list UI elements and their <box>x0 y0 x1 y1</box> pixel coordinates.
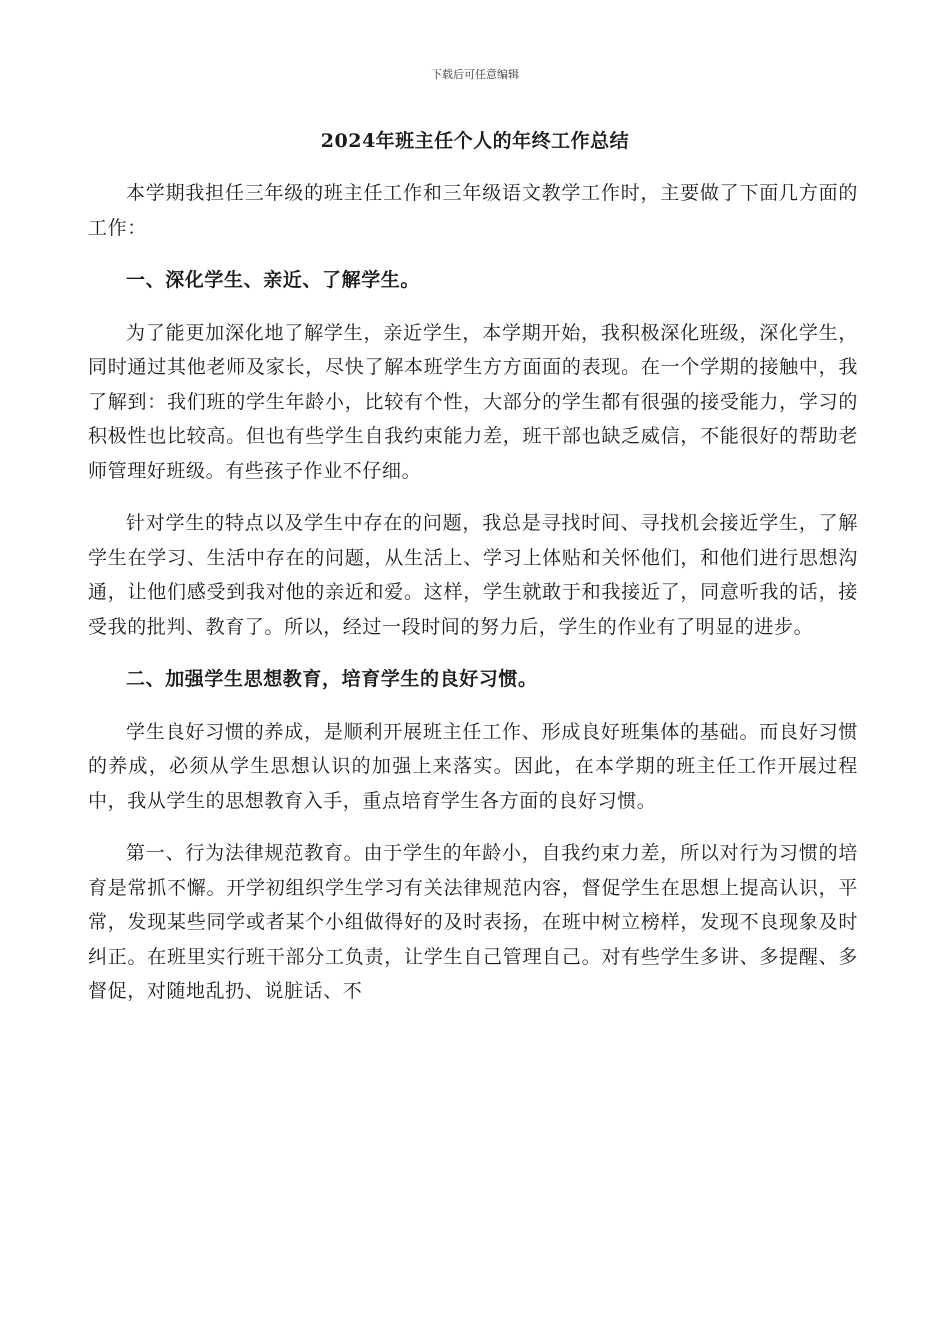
intro-paragraph: 本学期我担任三年级的班主任工作和三年级语文教学工作时，主要做了下面几方面的工作： <box>88 182 858 239</box>
section-2-heading: 二、加强学生思想教育，培育学生的良好习惯。 <box>126 668 538 690</box>
section-1-paragraph-1: 为了能更加深化地了解学生，亲近学生，本学期开始，我积极深化班级，深化学生，同时通过其他老师及家长，尽快了解本班学生方方面面的表现。在一个学期的接触中，我了解到：我们班的学生年龄小，比较有个性，大部分的学生都有很强的接受能力，学习的积极性也比较高。但也有些学生自我约束能力差，班干部也缺乏威信，不能很好的帮助老师管理好班级。有些孩子作业不仔细。 <box>88 321 858 482</box>
section-1-heading: 一、深化学生、亲近、了解学生。 <box>126 269 421 291</box>
document-body <box>88 176 858 1027</box>
section-1-paragraph-2: 针对学生的特点以及学生中存在的问题，我总是寻找时间、寻找机会接近学生，了解学生在学习、生活中存在的问题，从生活上、学习上体贴和关怀他们，和他们进行思想沟通，让他们感受到我对他的亲近和爱。这样，学生就敢于和我接近了，同意听我的话，接受我的批判、教育了。所以，经过一段时间的努力后，学生的作业有了明显的进步。 <box>88 512 858 638</box>
section-2-paragraph-1: 学生良好习惯的养成，是顺利开展班主任工作、形成良好班集体的基础。而良好习惯的养成，必须从学生思想认识的加强上来落实。因此，在本学期的班主任工作开展过程中，我从学生的思想教育入手，重点培育学生各方面的良好习惯。 <box>88 720 858 812</box>
document-title: 2024年班主任个人的年终工作总结 <box>320 130 630 152</box>
section-2-paragraph-2: 第一、行为法律规范教育。由于学生的年龄小，自我约束力差，所以对行为习惯的培育是常抓不懈。开学初组织学生学习有关法律规范内容，督促学生在思想上提高认识，平常，发现某些同学或者某个小组做得好的及时表扬，在班中树立榜样，发现不良现象及时纠正。在班里实行班干部分工负责，让学生自己管理自己。对有些学生多讲、多提醒、多督促，对随地乱扔、说脏话、不 <box>88 842 858 1002</box>
page-header-note: 下载后可任意编辑 <box>431 68 519 81</box>
